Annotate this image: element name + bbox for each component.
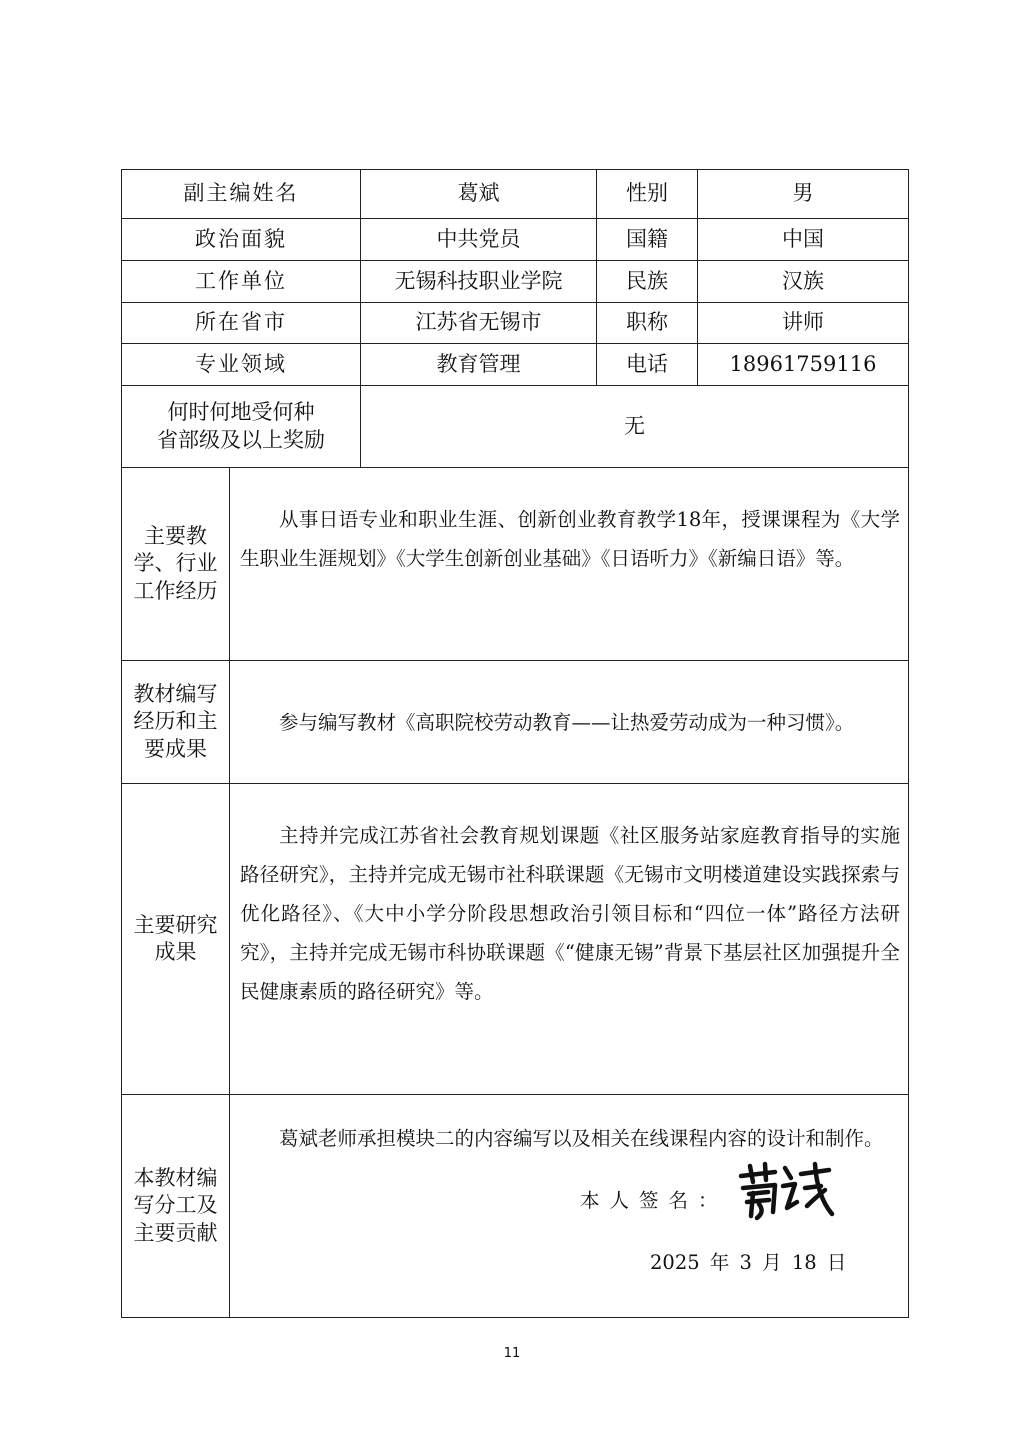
- value-awards: 无: [361, 386, 909, 468]
- signature-area: [230, 1158, 908, 1274]
- page-number: 11: [503, 1346, 521, 1361]
- label-textbook-line1: 教材编写: [133, 682, 218, 707]
- label-phone: 电话: [597, 344, 698, 386]
- value-employer: 无锡科技职业学院: [361, 261, 597, 303]
- label-awards-line1: 何时何地受何种: [167, 400, 315, 425]
- form-row-awards: [122, 386, 909, 468]
- label-experience-line3: 工作经历: [133, 578, 218, 603]
- value-province-city: 江苏省无锡市: [361, 303, 597, 344]
- label-textbook-line3: 要成果: [144, 736, 207, 761]
- form-row-field: [122, 344, 909, 386]
- form-row-experience: [122, 468, 909, 661]
- value-gender: 男: [698, 170, 909, 219]
- label-textbook-line2: 经历和主: [133, 709, 218, 734]
- value-political-status: 中共党员: [361, 219, 597, 261]
- label-contribution-line3: 主要贡献: [133, 1220, 218, 1245]
- label-experience-line2: 学、行业: [133, 551, 218, 576]
- form-row-employer: [122, 261, 909, 303]
- label-employer: 工作单位: [122, 261, 361, 303]
- label-awards-line2: 省部级及以上奖励: [157, 427, 325, 452]
- label-experience: [122, 468, 230, 661]
- label-political-status: 政治面貌: [122, 219, 361, 261]
- form-row-political: [122, 219, 909, 261]
- textbook-text: 参与编写教材《高职院校劳动教育——让热爱劳动成为一种习惯》。: [279, 710, 855, 734]
- textbook-cell: [230, 661, 909, 784]
- value-nationality: 中国: [698, 219, 909, 261]
- label-contribution-line1: 本教材编: [133, 1166, 218, 1191]
- label-research-line1: 主要研究: [133, 912, 218, 937]
- value-ethnicity: 汉族: [698, 261, 909, 303]
- label-gender: 性别: [597, 170, 698, 219]
- value-editor-name: 葛斌: [361, 170, 597, 219]
- contribution-text: 葛斌老师承担模块二的内容编写以及相关在线课程内容的设计和制作。: [279, 1127, 884, 1150]
- experience-cell: [230, 468, 909, 661]
- value-title: 讲师: [698, 303, 909, 344]
- contribution-cell: [230, 1095, 909, 1318]
- signature-date: 2025 年 3 月 18 日: [650, 1251, 847, 1274]
- label-research: [122, 784, 230, 1095]
- form-row-contribution: [122, 1095, 909, 1318]
- form-row-location: [122, 303, 909, 344]
- label-editor-name: 副主编姓名: [122, 170, 361, 219]
- form-row-research: [122, 784, 909, 1095]
- label-nationality: 国籍: [597, 219, 698, 261]
- label-research-line2: 成果: [154, 940, 197, 964]
- signature-label: 本人签名：: [580, 1189, 728, 1212]
- handwritten-signature: [735, 1160, 835, 1222]
- research-text: 主持并完成江苏省社会教育规划课题《社区服务站家庭教育指导的实施路径研究》，主持并完成无锡市社科联课题《无锡市文明楼道建设实践探索与优化路径》、《大中小学分阶段思想政治引领目标和“四位一体”路径方法研究》，主持并完成无锡市科协联课题《“健康无锡”背景下基层社区加强提升全民健康素质的路径研究》等。: [240, 824, 900, 1003]
- label-province-city: 所在省市: [122, 303, 361, 344]
- form-row-textbook: [122, 661, 909, 784]
- label-field: 专业领域: [122, 344, 361, 386]
- research-cell: [230, 784, 909, 1095]
- label-awards: [122, 386, 361, 468]
- value-field: 教育管理: [361, 344, 597, 386]
- label-contribution-line2: 写分工及: [133, 1193, 218, 1218]
- label-ethnicity: 民族: [597, 261, 698, 303]
- label-experience-line1: 主要教: [144, 524, 207, 549]
- experience-text: 从事日语专业和职业生涯、创新创业教育教学18年，授课课程为《大学生职业生涯规划》《大学生创新创业基础》《日语听力》《新编日语》等。: [240, 508, 900, 570]
- form-row-name: [122, 170, 909, 219]
- editor-info-form: [121, 169, 909, 1318]
- label-textbook: [122, 661, 230, 784]
- label-contribution: [122, 1095, 230, 1318]
- value-phone: 18961759116: [698, 344, 909, 386]
- label-title: 职称: [597, 303, 698, 344]
